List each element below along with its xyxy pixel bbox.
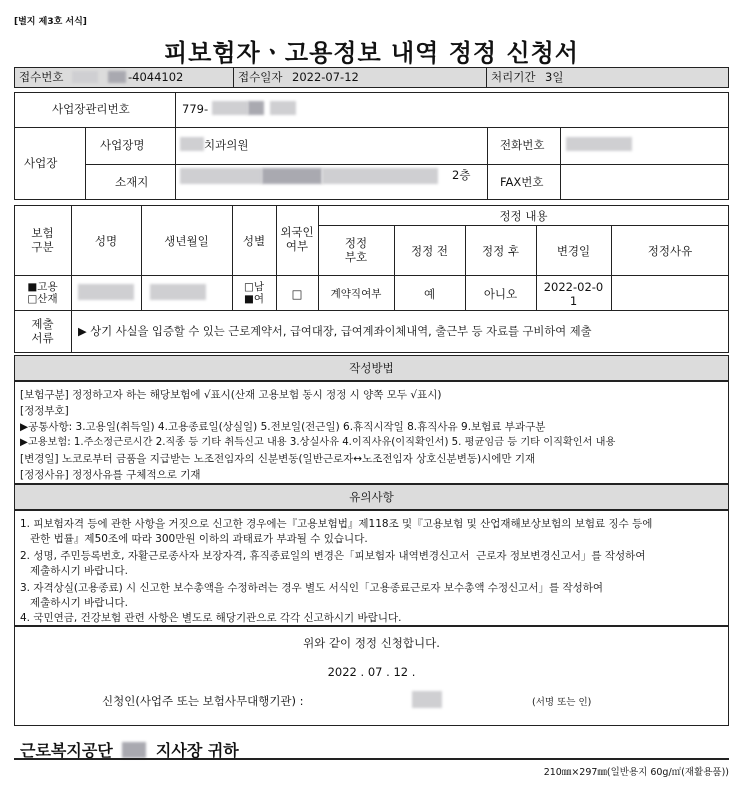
caution-line: 1. 피보험자격 등에 관한 사항을 거짓으로 신고한 경우에는『고용보험법』제118조 및『고용보험 및 산업재해보상보험의 보험료 징수 등에 — [20, 518, 653, 530]
redacted-mgmt-no-2 — [248, 101, 264, 115]
application-date: 2022 . 07 . 12 . — [327, 665, 416, 679]
change-date-value-line2: 1 — [569, 294, 578, 308]
business-name-label: 사업장명 — [100, 138, 145, 152]
declaration-text: 위와 같이 정정 신청합니다. — [303, 636, 440, 650]
name-header: 성명 — [94, 234, 118, 248]
redacted-birth — [150, 284, 206, 300]
foreigner-header: 외국인 여부 — [280, 225, 314, 254]
birth-header: 생년월일 — [164, 234, 209, 248]
correction-code-header: 정정 부호 — [344, 236, 368, 265]
receipt-date-value: 2022-07-12 — [292, 70, 359, 84]
foreigner-checkbox[interactable]: □ — [291, 287, 303, 301]
method-line: [보험구분] 정정하고자 하는 해당보험에 √표시(산재 고용보험 동시 정정 시 양쪽 모두 √표시) — [20, 389, 442, 401]
gender-male-checkbox[interactable]: □남 — [243, 281, 265, 293]
form-number: [별지 제3호 서식] — [14, 17, 87, 27]
redacted-branch — [122, 742, 146, 758]
business-address-suffix: 2층 — [452, 168, 471, 182]
insurance-type-header: 보험 구분 — [31, 226, 54, 255]
caution-line: 제출하시기 바랍니다. — [20, 565, 128, 577]
correction-header: 정정 내용 — [499, 209, 548, 223]
change-date-header: 변경일 — [556, 244, 591, 258]
method-line: [변경일] 노코로부터 금품을 지급받는 노조전임자의 신분변동(일반근로자↔노조전임자 상호신분변동)시에만 기재 — [20, 453, 536, 465]
business-address-label: 소재지 — [115, 175, 149, 189]
redacted-phone — [566, 137, 632, 151]
business-phone-label: 전화번호 — [500, 138, 545, 152]
method-line: [정정부호] — [20, 405, 69, 417]
method-header: 작성방법 — [349, 361, 394, 375]
insurance-employment-checkbox[interactable]: ■고용 — [27, 281, 58, 293]
addressee-prefix: 근로복지공단 — [20, 741, 113, 760]
redacted-business-name — [180, 137, 204, 151]
redacted-applicant — [412, 691, 442, 708]
caution-line: 제출하시기 바랍니다. — [20, 597, 128, 609]
change-date-value-line1: 2022-02-0 — [543, 280, 604, 294]
redacted-receipt-number-2 — [108, 71, 126, 83]
business-mgmt-no-label: 사업장관리번호 — [52, 102, 130, 116]
caution-header: 유의사항 — [349, 490, 394, 504]
attachments-label: 제출 서류 — [31, 317, 54, 346]
redacted-address — [180, 168, 262, 184]
caution-line: 4. 국민연금, 건강보험 관련 사항은 별도로 해당기관으로 각각 신고하시기 바랍니다. — [20, 612, 402, 624]
attachments-text: ▶ 상기 사실을 입증할 수 있는 근로계약서, 급여대장, 급여계좌이체내역, 출근부 등 자료를 구비하여 제출 — [78, 325, 592, 338]
processing-period-label: 처리기간 — [491, 70, 536, 84]
method-line: ▶고용보험: 1.주소정근로시간 2.직종 등 기타 취득신고 내용 3.상실사유 4.이직사유(이직확인서) 5. 평균임금 등 기타 이직확인서 내용 — [20, 437, 616, 448]
redacted-name — [78, 284, 134, 300]
page-title: 피보험자ㆍ고용정보 내역 정정 신청서 — [163, 39, 579, 67]
after-header: 정정 후 — [482, 244, 519, 258]
gender-header: 성별 — [242, 234, 266, 248]
redacted-address-2 — [262, 168, 322, 184]
before-value: 예 — [423, 287, 436, 301]
caution-line: 3. 자격상실(고용종료) 시 신고한 보수총액을 수정하려는 경우 별도 서식인「고용종료근로자 보수총액 수정신고서」를 작성하여 — [20, 582, 604, 594]
receipt-number-label: 접수번호 — [19, 70, 64, 84]
caution-line: 관한 법률』제50조에 따라 300만원 이하의 과태료가 부과될 수 있습니다. — [20, 533, 368, 545]
caution-line: 2. 성명, 주민등록번호, 자활근로종사자 보장자격, 휴직종료일의 변경은「피보험자 내역변경신고서 근로자 정보변경신고서」를 작성하여 — [20, 550, 646, 562]
paper-size-note: 210㎜×297㎜(일반용지 60g/㎡(재활용품)) — [543, 767, 729, 778]
redacted-mgmt-no-3 — [270, 101, 296, 115]
redacted-address-3 — [322, 168, 438, 184]
method-line: [정정사유] 정정사유를 구체적으로 기재 — [20, 469, 201, 481]
reason-header: 정정사유 — [647, 244, 693, 258]
redacted-mgmt-no — [212, 101, 248, 115]
insurance-industrial-checkbox[interactable]: □산재 — [27, 293, 58, 305]
receipt-number-suffix: -4044102 — [128, 70, 184, 84]
after-value: 아니오 — [483, 287, 518, 301]
signature-note: (서명 또는 인) — [532, 697, 592, 708]
method-line: ▶공통사항: 3.고용일(취득일) 4.고용종료일(상실일) 5.전보일(전근일) 6.휴직시작일 8.휴직사유 9.보험료 부과구분 — [20, 421, 546, 433]
before-header: 정정 전 — [411, 244, 448, 258]
applicant-label: 신청인(사업주 또는 보험사무대행기관) : — [102, 694, 304, 708]
business-group-label: 사업장 — [24, 156, 58, 170]
correction-code-value: 계약직여부 — [330, 288, 382, 300]
business-name-suffix: 치과의원 — [204, 138, 249, 152]
business-fax-label: FAX번호 — [500, 175, 544, 189]
business-mgmt-no-prefix: 779- — [182, 102, 209, 116]
redacted-receipt-number — [72, 71, 98, 83]
gender-female-checkbox[interactable]: ■여 — [243, 293, 265, 305]
processing-period-value: 3일 — [545, 70, 564, 84]
receipt-date-label: 접수일자 — [238, 70, 283, 84]
addressee-suffix: 지사장 귀하 — [155, 741, 239, 760]
